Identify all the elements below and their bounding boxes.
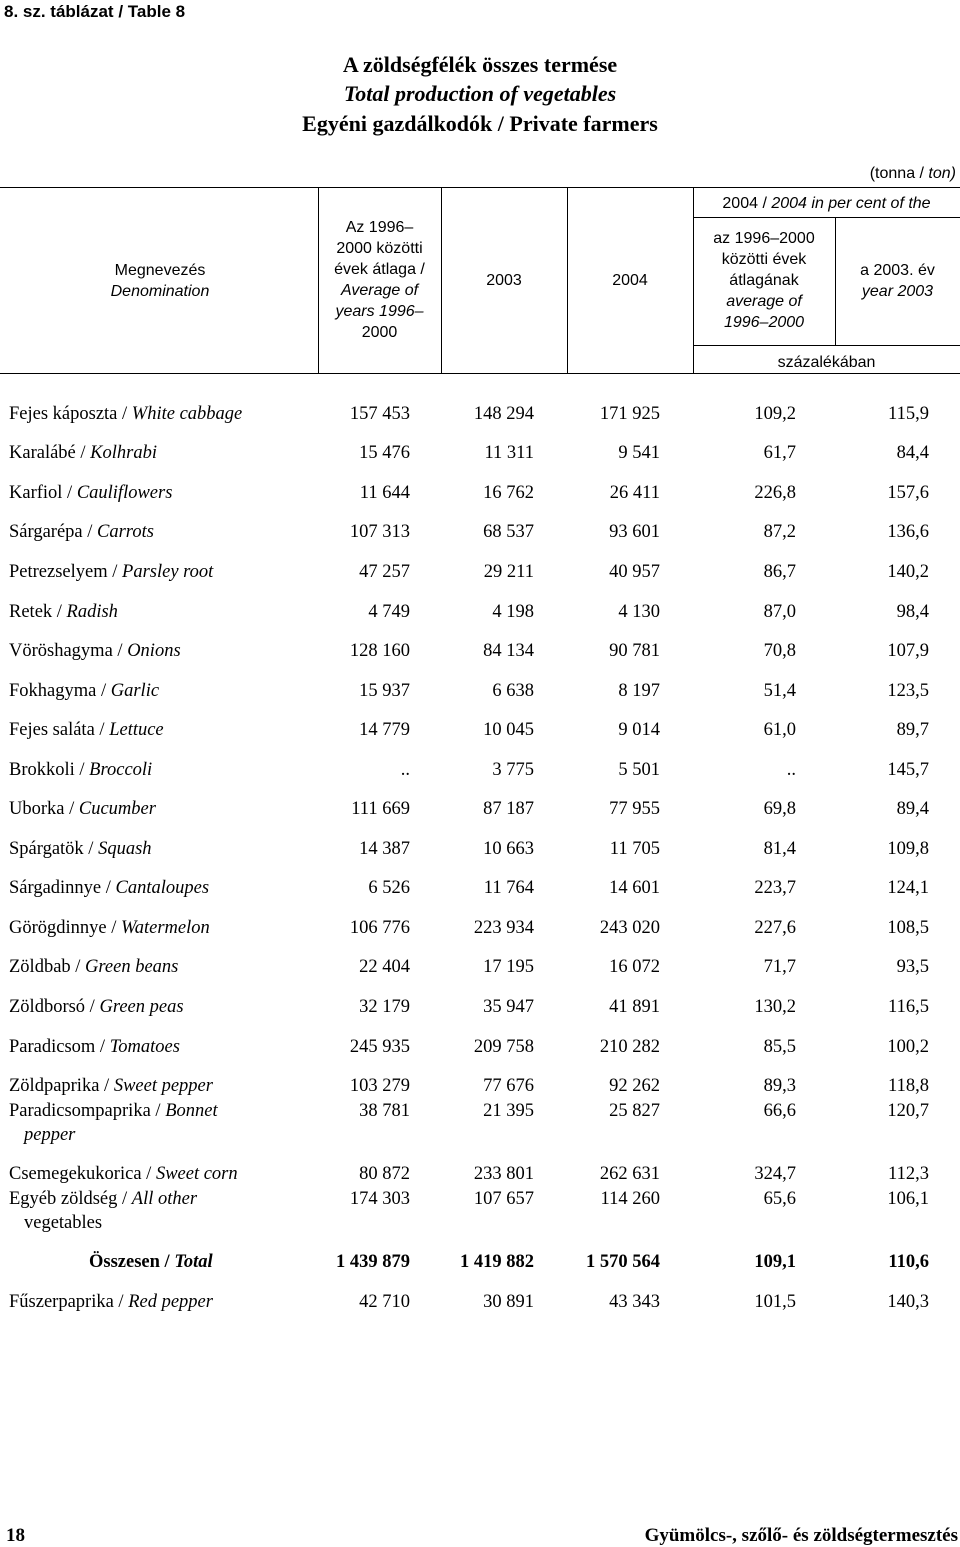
table-title-en: Total production of vegetables [343, 81, 617, 106]
header-group [693, 193, 960, 214]
row-label-en: All other [131, 1189, 198, 1209]
cell-pct-of-2003: 118,8 [888, 1076, 929, 1096]
cell-value-2004: 114 260 [600, 1189, 660, 1209]
table-title-hu: A zöldségfélék összes termése [342, 52, 618, 77]
cell-avg-1996-2000: 245 935 [349, 1037, 410, 1057]
header-denomination-hu: Megnevezés [114, 262, 206, 279]
header-percent-rule [693, 345, 960, 346]
cell-avg-1996-2000: 38 781 [359, 1101, 410, 1121]
cell-value-2003: 84 134 [483, 641, 534, 661]
cell-pct-of-2003: 108,5 [887, 918, 929, 938]
cell-avg-1996-2000: 22 404 [359, 957, 410, 977]
cell-value-2003: 10 045 [483, 720, 534, 740]
cell-avg-1996-2000: 32 179 [359, 997, 410, 1017]
cell-avg-1996-2000: 4 749 [368, 602, 410, 622]
cell-pct-of-2003: 123,5 [887, 681, 929, 701]
row-label [9, 797, 156, 821]
cell-value-2003: 10 663 [483, 839, 534, 859]
row-label-hu: Összesen / [89, 1252, 175, 1272]
cell-pct-of-average: 227,6 [754, 918, 796, 938]
table-row [0, 1290, 960, 1314]
row-label-en: Bonnet [165, 1101, 218, 1121]
cell-pct-of-2003: 157,6 [887, 483, 929, 503]
cell-pct-of-average: 87,0 [763, 602, 796, 622]
header-sub-average-en-1: average of [726, 293, 802, 310]
row-label-hu: Uborka / [9, 799, 79, 819]
cell-pct-of-average: 61,7 [763, 443, 796, 463]
cell-value-2004: 4 130 [618, 602, 660, 622]
cell-value-2004: 14 601 [609, 878, 660, 898]
cell-avg-1996-2000: 15 476 [359, 443, 410, 463]
row-label [9, 995, 184, 1019]
row-label-hu: Petrezselyem / [9, 562, 123, 582]
row-label-hu: Fűszerpaprika / [9, 1292, 129, 1312]
cell-value-2003: 223 934 [473, 918, 534, 938]
row-label [9, 679, 159, 703]
row-label [9, 1162, 238, 1186]
row-label-en: Lettuce [109, 720, 164, 740]
cell-value-2003: 77 676 [483, 1076, 534, 1096]
row-label-en: Cucumber [78, 799, 156, 819]
cell-value-2003: 233 801 [473, 1164, 534, 1184]
table-row [0, 639, 960, 663]
cell-value-2004: 43 343 [609, 1292, 660, 1312]
cell-value-2003: 4 198 [492, 602, 534, 622]
cell-value-2003: 21 395 [483, 1101, 534, 1121]
row-label-hu: Sárgarépa / [9, 522, 98, 542]
cell-pct-of-average: .. [786, 760, 796, 780]
cell-pct-of-average: 81,4 [763, 839, 796, 859]
cell-avg-1996-2000: 107 313 [349, 522, 410, 542]
cell-value-2004: 26 411 [609, 483, 660, 503]
cell-value-2003: 1 419 882 [460, 1252, 534, 1272]
table-row [0, 797, 960, 821]
cell-pct-of-2003: 106,1 [887, 1189, 929, 1209]
header-year-2003: 2003 [486, 272, 522, 289]
cell-pct-of-average: 109,2 [754, 404, 796, 424]
cell-pct-of-2003: 107,9 [887, 641, 929, 661]
row-label [9, 560, 213, 584]
row-label-hu: Paradicsom / [9, 1037, 110, 1057]
header-sub-average-en-2: 1996–2000 [723, 314, 805, 331]
cell-value-2003: 17 195 [483, 957, 534, 977]
cell-avg-1996-2000: 103 279 [349, 1076, 410, 1096]
cell-pct-of-2003: 89,7 [896, 720, 929, 740]
cell-pct-of-average: 51,4 [763, 681, 796, 701]
row-label-en: Green beans [85, 957, 179, 977]
cell-value-2004: 171 925 [599, 404, 660, 424]
header-average-hu-1: Az 1996– [345, 219, 414, 236]
cell-value-2004: 9 014 [618, 720, 660, 740]
cell-pct-of-average: 324,7 [754, 1164, 796, 1184]
cell-value-2004: 243 020 [599, 918, 660, 938]
cell-value-2004: 210 282 [599, 1037, 660, 1057]
table-row [0, 1099, 960, 1145]
row-label-hu: Zöldborsó / [9, 997, 100, 1017]
row-label-hu: Egyéb zöldség / [9, 1189, 132, 1209]
cell-pct-of-average: 223,7 [754, 878, 796, 898]
cell-value-2004: 5 501 [618, 760, 660, 780]
cell-value-2003: 6 638 [492, 681, 534, 701]
row-label-en: Sweet pepper [113, 1076, 213, 1096]
cell-pct-of-average: 86,7 [763, 562, 796, 582]
cell-pct-of-average: 89,3 [763, 1076, 796, 1096]
row-label-en: Green peas [99, 997, 184, 1017]
cell-value-2003: 107 657 [473, 1189, 534, 1209]
row-label [9, 916, 210, 940]
table-row [0, 560, 960, 584]
cell-avg-1996-2000: 6 526 [368, 878, 410, 898]
cell-pct-of-average: 109,1 [754, 1252, 796, 1272]
row-label-hu: Sárgadinnye / [9, 878, 116, 898]
row-label-hu: Zöldpaprika / [9, 1076, 114, 1096]
cell-pct-of-average: 61,0 [763, 720, 796, 740]
table-row [0, 402, 960, 426]
header-average [318, 217, 441, 343]
header-sub-2003-hu: a 2003. év [860, 262, 935, 279]
header-percent: százalékában [777, 354, 876, 371]
row-label-hu: Fejes saláta / [9, 720, 110, 740]
row-label-hu: Görögdinnye / [9, 918, 122, 938]
page-number: 18 [6, 1525, 25, 1546]
row-label-hu: Zöldbab / [9, 957, 86, 977]
row-label-hu: Csemegekukorica / [9, 1164, 156, 1184]
row-label [9, 481, 172, 505]
table-row [0, 758, 960, 782]
cell-pct-of-2003: 110,6 [888, 1252, 929, 1272]
cell-value-2003: 11 311 [484, 443, 534, 463]
header-denomination [60, 260, 260, 302]
cell-value-2004: 41 891 [609, 997, 660, 1017]
row-label-en: Cauliflowers [76, 483, 173, 503]
cell-value-2003: 16 762 [483, 483, 534, 503]
header-top-rule [0, 187, 960, 188]
table-row [0, 481, 960, 505]
cell-avg-1996-2000: 14 779 [359, 720, 410, 740]
row-label-en: Cantaloupes [115, 878, 210, 898]
row-label-hu: Paradicsompaprika / [9, 1101, 166, 1121]
header-denomination-en: Denomination [110, 283, 210, 300]
header-average-hu-3: évek átlaga / [334, 261, 425, 278]
cell-pct-of-average: 71,7 [763, 957, 796, 977]
row-label-en: Sweet corn [155, 1164, 238, 1184]
row-label-en: Watermelon [121, 918, 210, 938]
cell-value-2003: 209 758 [473, 1037, 534, 1057]
table-row [0, 1162, 960, 1186]
row-label-hu: Karfiol / [9, 483, 77, 503]
cell-pct-of-average: 130,2 [754, 997, 796, 1017]
table-row [0, 995, 960, 1019]
cell-pct-of-average: 66,6 [763, 1101, 796, 1121]
cell-avg-1996-2000: 174 303 [349, 1189, 410, 1209]
table-row [0, 718, 960, 742]
header-sub-2003-en: year 2003 [861, 283, 934, 300]
cell-pct-of-average: 226,8 [754, 483, 796, 503]
row-label-en: Squash [98, 839, 152, 859]
cell-pct-of-average: 69,8 [763, 799, 796, 819]
cell-pct-of-2003: 84,4 [896, 443, 929, 463]
cell-avg-1996-2000: 157 453 [349, 404, 410, 424]
table-subtitle: Egyéni gazdálkodók / Private farmers [302, 111, 658, 136]
row-label-hu: Karalábé / [9, 443, 91, 463]
row-label [9, 1187, 197, 1211]
table-row [0, 600, 960, 624]
table-row [0, 1187, 960, 1233]
row-label [9, 1290, 213, 1314]
row-label [9, 718, 164, 742]
cell-pct-of-average: 101,5 [754, 1292, 796, 1312]
cell-value-2003: 148 294 [473, 404, 534, 424]
cell-value-2004: 262 631 [599, 1164, 660, 1184]
cell-value-2004: 40 957 [609, 562, 660, 582]
table-row [0, 1250, 960, 1274]
table-label: 8. sz. táblázat / Table 8 [4, 2, 186, 21]
cell-avg-1996-2000: 42 710 [359, 1292, 410, 1312]
table-row [0, 441, 960, 465]
cell-avg-1996-2000: 80 872 [359, 1164, 410, 1184]
row-label-en: Radish [66, 602, 118, 622]
cell-value-2003: 11 764 [483, 878, 534, 898]
cell-value-2003: 87 187 [483, 799, 534, 819]
cell-value-2003: 3 775 [492, 760, 534, 780]
row-label-en: Total [174, 1252, 213, 1272]
header-sub-2003 [835, 260, 960, 302]
row-label [9, 520, 154, 544]
row-label [89, 1250, 213, 1274]
cell-pct-of-average: 70,8 [763, 641, 796, 661]
row-label-en: Carrots [97, 522, 154, 542]
table-row [0, 916, 960, 940]
cell-value-2004: 92 262 [609, 1076, 660, 1096]
row-label [9, 955, 178, 979]
cell-value-2004: 25 827 [609, 1101, 660, 1121]
header-bottom-rule [0, 373, 960, 374]
header-average-hu-2: 2000 közötti [336, 240, 423, 257]
row-label-en: Parsley root [122, 562, 214, 582]
row-label [9, 441, 157, 465]
row-label-en: Broccoli [89, 760, 153, 780]
cell-avg-1996-2000: 1 439 879 [336, 1252, 410, 1272]
cell-value-2004: 16 072 [609, 957, 660, 977]
row-label-hu: Brokkoli / [9, 760, 90, 780]
cell-value-2003: 30 891 [483, 1292, 534, 1312]
cell-pct-of-average: 65,6 [763, 1189, 796, 1209]
cell-pct-of-2003: 116,5 [888, 997, 929, 1017]
header-average-en-3: 2000 [361, 324, 398, 341]
unit-label [870, 165, 956, 183]
cell-pct-of-2003: 124,1 [887, 878, 929, 898]
row-label [9, 402, 242, 426]
row-label [9, 1074, 213, 1098]
row-label-en: Garlic [110, 681, 160, 701]
cell-avg-1996-2000: 111 669 [351, 799, 410, 819]
cell-pct-of-2003: 140,3 [887, 1292, 929, 1312]
cell-avg-1996-2000: 128 160 [349, 641, 410, 661]
table-row [0, 1074, 960, 1098]
table-row [0, 520, 960, 544]
cell-value-2004: 8 197 [618, 681, 660, 701]
cell-avg-1996-2000: 106 776 [349, 918, 410, 938]
cell-pct-of-2003: 100,2 [887, 1037, 929, 1057]
cell-pct-of-2003: 109,8 [887, 839, 929, 859]
row-label-en: White cabbage [131, 404, 243, 424]
footer-title: Gyümölcs-, szőlő- és zöldségtermesztés [644, 1525, 958, 1546]
row-label [9, 837, 152, 861]
table-row [0, 1035, 960, 1059]
cell-value-2003: 68 537 [483, 522, 534, 542]
cell-pct-of-2003: 115,9 [888, 404, 929, 424]
row-label-hu: Fejes káposzta / [9, 404, 132, 424]
cell-avg-1996-2000: 14 387 [359, 839, 410, 859]
row-label-hu: Fokhagyma / [9, 681, 111, 701]
row-label-continued: vegetables [24, 1213, 103, 1233]
row-label-en: Red pepper [128, 1292, 213, 1312]
header-sub-average [693, 228, 835, 333]
cell-value-2004: 93 601 [609, 522, 660, 542]
header-average-en-1: Average of [340, 282, 419, 299]
header-sub-average-hu-1: az 1996–2000 [713, 230, 815, 247]
header-sub-average-hu-2: közötti évek [721, 251, 807, 268]
row-label [9, 1035, 180, 1059]
cell-pct-of-2003: 112,3 [888, 1164, 929, 1184]
cell-value-2004: 77 955 [609, 799, 660, 819]
header-group-rule [693, 217, 960, 218]
table-row [0, 679, 960, 703]
row-label [9, 600, 118, 624]
table-row [0, 876, 960, 900]
cell-pct-of-2003: 98,4 [896, 602, 929, 622]
cell-pct-of-2003: 140,2 [887, 562, 929, 582]
row-label [9, 639, 181, 663]
cell-value-2003: 29 211 [483, 562, 534, 582]
cell-avg-1996-2000: 15 937 [359, 681, 410, 701]
cell-pct-of-average: 85,5 [763, 1037, 796, 1057]
header-year-2004: 2004 [612, 272, 648, 289]
cell-value-2003: 35 947 [483, 997, 534, 1017]
row-label [9, 1099, 218, 1123]
cell-pct-of-2003: 120,7 [887, 1101, 929, 1121]
row-label-en: Onions [127, 641, 181, 661]
header-average-en-2: years 1996– [335, 303, 424, 320]
cell-pct-of-average: 87,2 [763, 522, 796, 542]
row-label [9, 876, 209, 900]
row-label-continued: pepper [24, 1125, 76, 1145]
header-group-hu: 2004 / [722, 195, 772, 212]
row-label-en: Kolhrabi [90, 443, 157, 463]
cell-value-2004: 9 541 [618, 443, 660, 463]
row-label-en: Tomatoes [109, 1037, 180, 1057]
table-row [0, 837, 960, 861]
row-label-hu: Retek / [9, 602, 67, 622]
cell-avg-1996-2000: .. [400, 760, 410, 780]
header-group-en: 2004 in per cent of the [771, 195, 931, 212]
unit-hu: (tonna / [869, 165, 929, 182]
cell-pct-of-2003: 93,5 [896, 957, 929, 977]
row-label-hu: Spárgatök / [9, 839, 99, 859]
row-label [9, 758, 152, 782]
cell-pct-of-2003: 136,6 [887, 522, 929, 542]
cell-avg-1996-2000: 11 644 [359, 483, 410, 503]
cell-avg-1996-2000: 47 257 [359, 562, 410, 582]
cell-value-2004: 90 781 [609, 641, 660, 661]
cell-value-2004: 11 705 [609, 839, 660, 859]
row-label-hu: Vöröshagyma / [9, 641, 128, 661]
header-sub-average-hu-3: átlagának [729, 272, 799, 289]
cell-value-2004: 1 570 564 [586, 1252, 660, 1272]
unit-en: ton) [928, 165, 956, 182]
table-row [0, 955, 960, 979]
cell-pct-of-2003: 145,7 [887, 760, 929, 780]
cell-pct-of-2003: 89,4 [896, 799, 929, 819]
